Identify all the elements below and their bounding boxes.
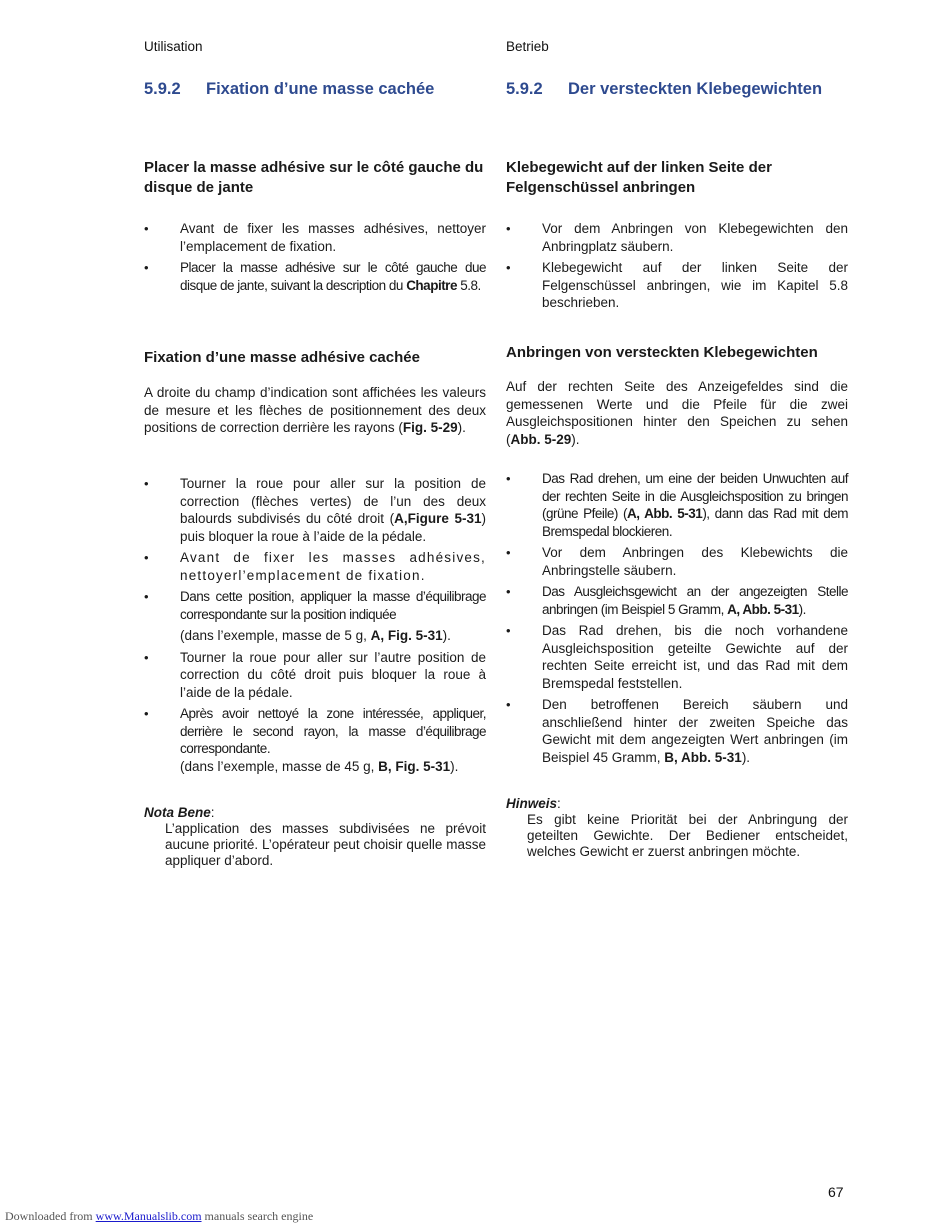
bullet-icon: •: [506, 221, 511, 236]
bullet-icon: •: [506, 623, 511, 638]
note-text-de: Es gibt keine Priorität bei der Anbringung der geteilten Gewichte. Der Bediener entscheidet, welches Gewicht er zuerst anbringen möchte.: [527, 812, 848, 859]
bullet-icon: •: [506, 697, 511, 712]
subheading-fr-2: Fixation d’une masse adhésive cachée: [144, 349, 420, 366]
bullet-icon: •: [144, 260, 149, 275]
list-item: • Tourner la roue pour aller sur l’autre position de correction du côté droit puis bloquer la roue à l’aide de la pédale.: [144, 649, 486, 700]
subheading-de-1-block: [506, 158, 848, 197]
list-item: • Placer la masse adhésive sur le côté gauche due disque de jante, suivant la description du Chapitre 5.8.: [144, 260, 486, 293]
bullet-list-de-2: [506, 470, 848, 770]
bullet-icon: •: [144, 550, 150, 565]
manualslib-link[interactable]: www.Manualslib.com: [95, 1209, 202, 1223]
list-item: • Klebegewicht auf der linken Seite der Felgenschüssel anbringen, wie im Kapitel 5.8 beschrieben.: [506, 260, 848, 310]
list-item: • Das Rad drehen, um eine der beiden Unwuchten auf der rechten Seite in die Ausgleichsposition zu bringen (grüne Pfeile) (A, Abb. 5-31), dann das Rad mit dem Bremspedal blockieren.: [506, 471, 848, 539]
note-text-fr: L’application des masses subdivisées ne prévoit aucune priorité. L’opérateur peut choisir quelle masse appliquer d’abord.: [165, 821, 486, 868]
list-item: • Dans cette position, appliquer la masse d’équilibrage correspondante sur la position indiquée (dans l’exemple, masse de 5 g, A, Fig. 5-31).: [144, 589, 486, 643]
intro-paragraph-de: Auf der rechten Seite des Anzeigefeldes sind die gemessenen Werte und die Pfeile für die zwei Ausgleichspositionen hinter den Speichen zu sehen (Abb. 5-29).: [506, 379, 848, 447]
bullet-list-de-1: [506, 220, 848, 316]
list-item: • Vor dem Anbringen von Klebegewichten den Anbringplatz säubern.: [506, 221, 848, 254]
bullet-icon: •: [506, 471, 511, 486]
bullet-list-fr-2: [144, 475, 486, 779]
bullet-icon: •: [506, 545, 511, 560]
section-title-de: [506, 80, 822, 99]
bullet-list-fr-1: [144, 220, 486, 298]
section-number-de: 5.9.2: [506, 80, 543, 98]
page-number: 67: [828, 1184, 844, 1200]
subheading-de-2-block: [506, 343, 848, 363]
section-title-text-fr: Fixation d’une masse cachée: [206, 80, 435, 98]
subheading-fr-1: Placer la masse adhésive sur le côté gauche du disque de jante: [144, 159, 484, 196]
note-fr: Nota Bene: L’application des masses subdivisées ne prévoit aucune priorité. L’opérateur peut choisir quelle masse appliquer d’abord.: [144, 805, 486, 868]
note-title-de: Hinweis: [506, 796, 558, 811]
bullet-icon: •: [144, 476, 149, 491]
subheading-de-2: Anbringen von versteckten Klebegewichten: [506, 344, 818, 361]
section-title-text-de: Der versteckten Klebegewichten: [568, 80, 823, 98]
running-head-fr: Utilisation: [144, 39, 203, 54]
section-title-fr: [144, 80, 434, 99]
list-item: • Vor dem Anbringen des Klebewichts die Anbringstelle säubern.: [506, 545, 848, 578]
bullet-icon: •: [506, 260, 511, 275]
list-item: • Après avoir nettoyé la zone intéressée, appliquer, derrière le second rayon, la masse d’équilibrage correspondante. (dans l’exemple, masse de 45 g, B, Fig. 5-31).: [144, 706, 486, 774]
note-de: Hinweis: Es gibt keine Priorität bei der Anbringung der geteilten Gewichte. Der Bediener entscheidet, welches Gewicht er zuerst anbringen möchte.: [506, 796, 848, 859]
running-head-de: Betrieb: [506, 39, 549, 54]
intro-paragraph-fr: A droite du champ d’indication sont affichées les valeurs de mesure et les flèches de positionnement des deux positions de correction derrière les rayons (Fig. 5-29).: [144, 385, 486, 435]
subheading-fr-1-block: [144, 158, 486, 197]
list-item: • Das Rad drehen, bis die noch vorhandene Ausgleichsposition geteilte Gewichte auf der rechten Seite erreicht ist, und das Rad mit dem Bremspedal feststellen.: [506, 623, 848, 691]
bullet-icon: •: [506, 584, 511, 599]
bullet-icon: •: [144, 706, 149, 721]
list-item: • Avant de fixer les masses adhésives, nettoyer l’emplacement de fixation.: [144, 221, 486, 254]
subheading-fr-2-block: [144, 348, 486, 368]
bullet-icon: •: [144, 589, 149, 604]
subheading-de-1: Klebegewicht auf der linken Seite der Felgenschüssel anbringen: [506, 159, 772, 196]
note-title-fr: Nota Bene: [144, 805, 211, 820]
section-number-fr: 5.9.2: [144, 80, 181, 98]
list-item: • Das Ausgleichsgewicht an der angezeigten Stelle anbringen (im Beispiel 5 Gramm, A, Abb. 5-31).: [506, 584, 848, 617]
bullet-icon: •: [144, 649, 149, 665]
download-footer: Downloaded from www.Manualslib.com manuals search engine: [5, 1209, 314, 1223]
list-item: • Avant de fixer les masses adhésives, nettoyerl’emplacement de fixation.: [144, 550, 486, 583]
list-item: • Den betroffenen Bereich säubern und anschließend hinter der zweiten Speiche das Gewicht mit dem angezeigten Wert anbringen (im Beispiel 45 Gramm, B, Abb. 5-31).: [506, 697, 848, 765]
bullet-icon: •: [144, 221, 149, 236]
list-item: • Tourner la roue pour aller sur la position de correction (flèches vertes) de l’un des deux balourds subdivisés du côté droit (A,Figure 5-31) puis bloquer la roue à l’aide de la pédale.: [144, 476, 486, 544]
